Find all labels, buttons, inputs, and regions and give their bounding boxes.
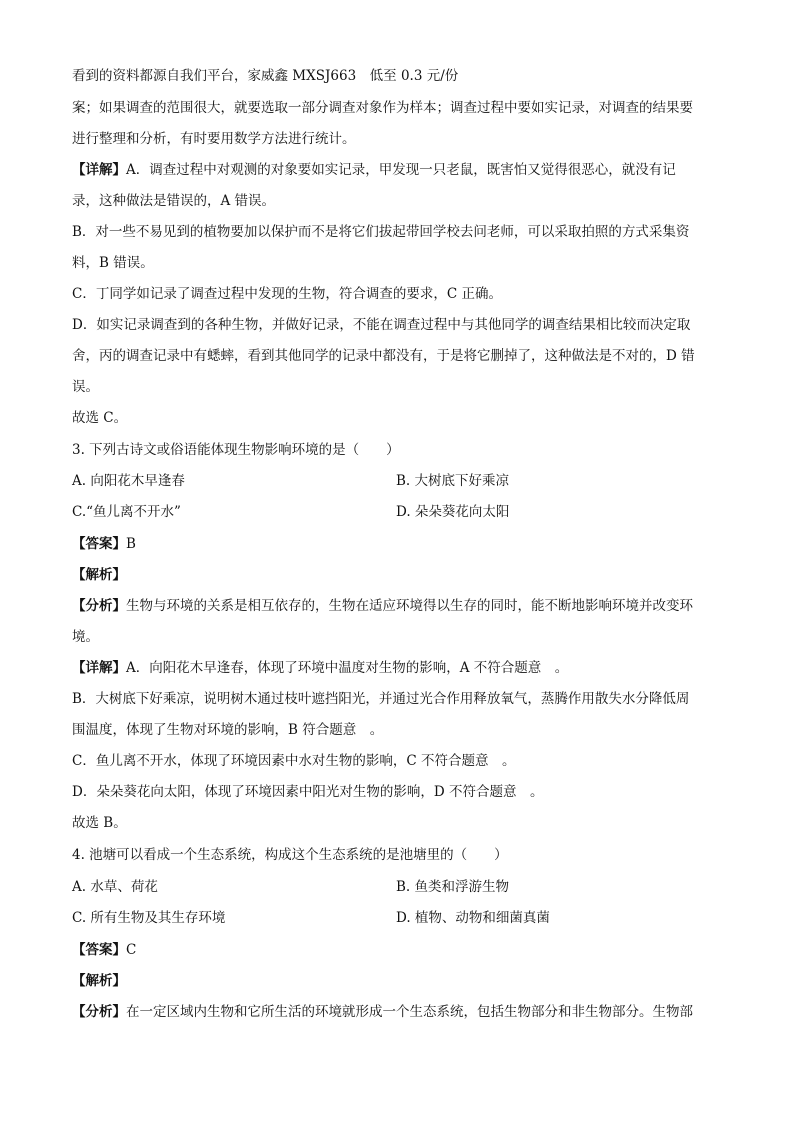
- q3-option-b: B. 大树底下好乘凉: [396, 473, 510, 489]
- header-notice: 看到的资料都源自我们平台，家威鑫 MXSJ663 低至 0.3 元/份: [72, 68, 459, 84]
- text-line: 境。: [72, 629, 99, 645]
- text-line: B．大树底下好乘凉，说明树木通过枝叶遮挡阳光，并通过光合作用释放氧气，蒸腾作用散失水分降低周: [72, 691, 690, 707]
- q4-option-b: B. 鱼类和浮游生物: [396, 879, 510, 895]
- text-line: D．如实记录调查到的各种生物，并做好记录，不能在调查过程中与其他同学的调查结果相比较而决定取: [72, 317, 691, 333]
- detail-tag: 【详解】: [72, 162, 126, 178]
- text-line: 舍，丙的调查记录中有蟋蟀，看到其他同学的记录中都没有，于是将它删掉了，这种做法是不对的，D 错: [72, 348, 695, 364]
- text-line: 围温度，体现了生物对环境的影响，B 符合题意 。: [72, 722, 384, 738]
- text-line: D．朵朵葵花向太阳，体现了环境因素中阳光对生物的影响，D 不符合题意 。: [72, 784, 544, 800]
- text-line: B．对一些不易见到的植物要加以保护而不是将它们拔起带回学校去问老师，可以采取拍照的方式采集资: [72, 224, 690, 240]
- text-line: 误。: [72, 379, 99, 395]
- q3-answer: 【答案】B: [72, 536, 136, 552]
- q3-analysis-tag: 【解析】: [72, 567, 126, 583]
- text-line: 故选 C。: [72, 410, 128, 426]
- q3-fenxi: 【分析】生物与环境的关系是相互依存的，生物在适应环境得以生存的同时，能不断地影响环境并改变环: [72, 598, 693, 614]
- q4-option-a: A. 水草、荷花: [72, 879, 158, 895]
- text-line: 故选 B。: [72, 815, 127, 831]
- text-line: C．鱼儿离不开水，体现了环境因素中水对生物的影响，C 不符合题意 。: [72, 753, 516, 769]
- q3-option-c: C.“鱼儿离不开水”: [72, 504, 181, 520]
- q4-stem: 4. 池塘可以看成一个生态系统，构成这个生态系统的是池塘里的（ ）: [72, 847, 508, 863]
- q4-option-c: C. 所有生物及其生存环境: [72, 910, 226, 926]
- text-line: 进行整理和分析，有时要用数学方法进行统计。: [72, 131, 356, 147]
- q4-option-d: D. 植物、动物和细菌真菌: [396, 910, 550, 926]
- q3-detail: 【详解】A．向阳花木早逢春，体现了环境中温度对生物的影响，A 不符合题意 。: [72, 660, 569, 676]
- q4-analysis-tag: 【解析】: [72, 973, 126, 989]
- q2-detail-line: 【详解】A．调查过程中对观测的对象要如实记录，甲发现一只老鼠，既害怕又觉得很恶心，就没有记: [72, 162, 676, 178]
- q3-stem: 3. 下列古诗文或俗语能体现生物影响环境的是（ ）: [72, 442, 400, 458]
- q3-option-a: A. 向阳花木早逢春: [72, 473, 185, 489]
- q4-fenxi: 【分析】在一定区域内生物和它所生活的环境就形成一个生态系统，包括生物部分和非生物部分。生物部: [72, 1004, 693, 1020]
- q4-answer: 【答案】C: [72, 942, 137, 958]
- text-line: 录，这种做法是错误的，A 错误。: [72, 193, 276, 209]
- text-line: 料，B 错误。: [72, 255, 154, 271]
- q3-option-d: D. 朵朵葵花向太阳: [396, 504, 510, 520]
- text-line: 案；如果调查的范围很大，就要选取一部分调查对象作为样本；调查过程中要如实记录，对调查的结果要: [72, 100, 693, 116]
- text-line: C．丁同学如记录了调查过程中发现的生物，符合调查的要求，C 正确。: [72, 286, 502, 302]
